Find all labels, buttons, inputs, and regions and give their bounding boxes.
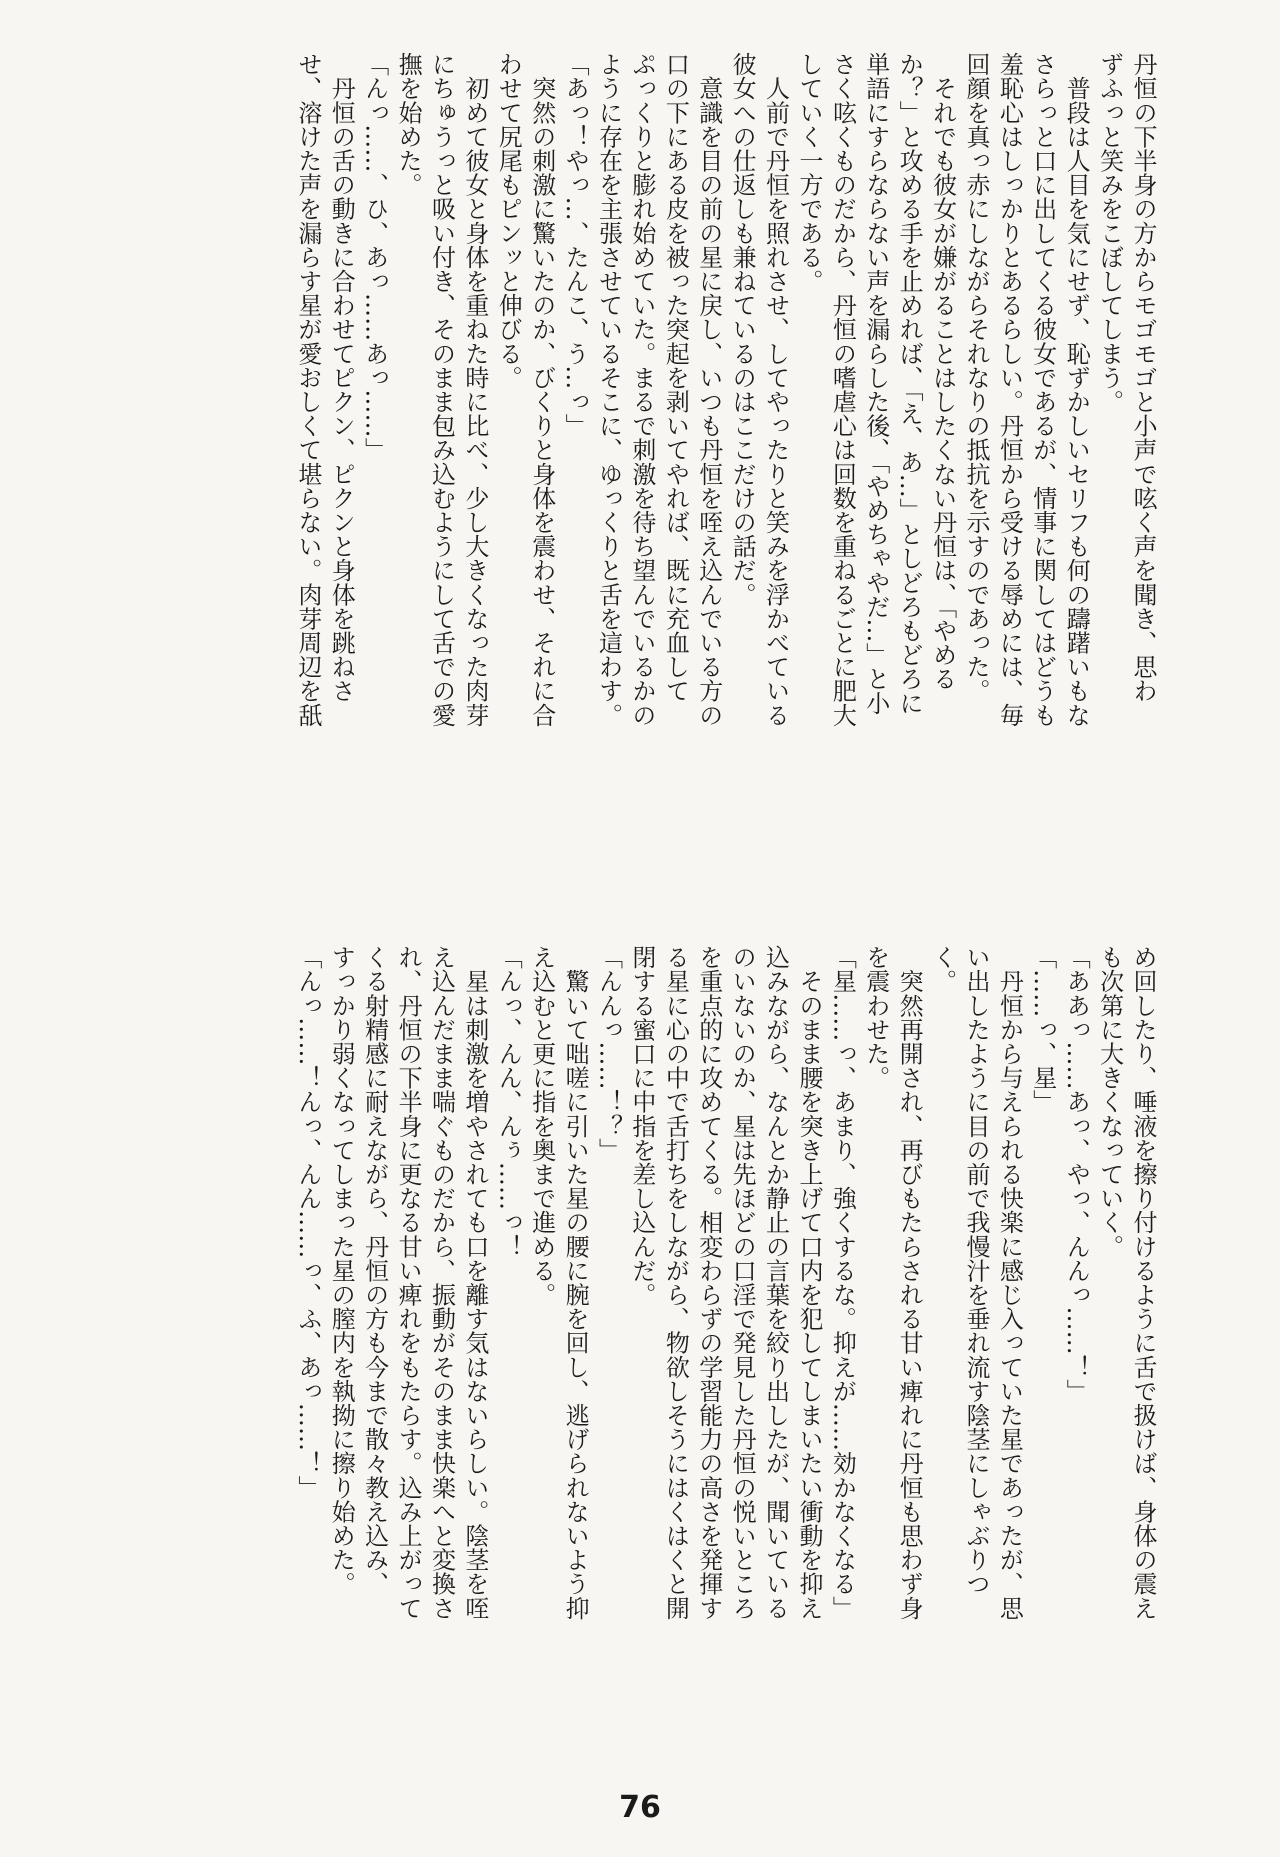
text-line: ずふっと笑みをこぼしてしまう。	[1095, 52, 1124, 414]
text-line: 「……っ、星」	[1028, 945, 1057, 1114]
text-line: を重点的に攻めてくる。相変わらずの学習能力の高さを発揮す	[694, 945, 723, 1620]
text-line: 驚いて咄嗟に引いた星の腰に腕を回し、逃げられないよう抑	[561, 945, 590, 1620]
text-line: のいないのか、星は先ほどの口淫で発見した丹恒の悦いところ	[728, 945, 757, 1620]
text-line: わせて尻尾もピンッと伸びる。	[494, 52, 523, 390]
text-line: れ、丹恒の下半身に更なる甘い痺れをもたらす。込み上がって	[394, 945, 423, 1620]
text-line: 単語にすらならない声を漏らした後、「やめちゃやだ…」と小	[861, 52, 890, 715]
text-line: 「星……っ、あまり、強くするな。抑えが……効かなくなる」	[828, 945, 857, 1620]
text-line: え込んだまま喘ぐものだから、振動がそのまま快楽へと変換さ	[427, 945, 456, 1620]
text-line: 意識を目の前の星に戻し、いつも丹恒を咥え込んでいる方の	[694, 52, 723, 727]
text-line: さらっと口に出してくる彼女であるが、情事に関してはどうも	[1028, 52, 1057, 727]
text-line: せ、溶けた声を漏らす星が愛おしくて堪らない。肉芽周辺を舐	[293, 52, 322, 727]
text-line: め回したり、唾液を擦り付けるように舌で扱けば、身体の震え	[1129, 945, 1157, 1620]
text-line: 「んっ……、ひ、あっ……あっ……」	[360, 52, 389, 462]
text-block-top	[79, 52, 1159, 852]
text-line: 彼女への仕返しも兼ねているのはここだけの話だ。	[728, 52, 757, 607]
text-line: していく一方である。	[794, 52, 823, 293]
text-line: すっかり弱くなってしまった星の膣内を執拗に擦り始めた。	[327, 945, 356, 1596]
text-line: 丹恒の舌の動きに合わせてピクン、ピクンと身体を跳ねさ	[327, 52, 356, 703]
text-line: い出したように目の前で我慢汁を垂れ流す陰茎にしゃぶりつ	[961, 945, 990, 1596]
text-line: 丹恒から与えられる快楽に感じ入っていた星であったが、思	[995, 945, 1024, 1620]
text-line: 突然の刺激に驚いたのか、びくりと身体を震わせ、それに合	[527, 52, 556, 727]
text-line: そのまま腰を突き上げて口内を犯してしまいたい衝動を抑え	[794, 945, 823, 1620]
text-line: 「んっ……！んっ、んん……っ、ふ、あっ……！」	[293, 945, 322, 1500]
text-line: る星に心の中で舌打ちをしながら、物欲しそうにはくはくと開	[661, 945, 690, 1620]
text-line: 普段は人目を気にせず、恥ずかしいセリフも何の躊躇いもな	[1062, 52, 1091, 727]
text-line: 突然再開され、再びもたらされる甘い痺れに丹恒も思わず身	[895, 945, 924, 1620]
text-line: か？」と攻める手を止めれば、「え、あ…」としどろもどろに	[895, 52, 924, 715]
text-line: さく呟くものだから、丹恒の嗜虐心は回数を重ねるごとに肥大	[828, 52, 857, 727]
text-line: 丹恒の下半身の方からモゴモゴと小声で呟く声を聞き、思わ	[1129, 52, 1157, 703]
text-line: 羞恥心はしっかりとあるらしい。丹恒から受ける辱めには、毎	[995, 52, 1024, 727]
text-line: 「あっ！やっ…、たんこ、う…っ」	[561, 52, 590, 438]
text-line: 「んっ、んん、んぅ……っ！	[494, 945, 523, 1259]
text-line: ように存在を主張させているそこに、ゆっくりと舌を這わす。	[594, 52, 623, 727]
text-line: 回顔を真っ赤にしながらそれなりの抵抗を示すのであった。	[961, 52, 990, 703]
text-line: それでも彼女が嫌がることはしたくない丹恒は、「やめる	[928, 52, 957, 691]
text-line: くる射精感に耐えながら、丹恒の方も今まで散々教え込み、	[360, 945, 389, 1596]
text-line: 「んんっ……！？」	[594, 945, 623, 1162]
text-line: 星は刺激を増やされても口を離す気はないらしい。陰茎を咥	[460, 945, 489, 1620]
text-line: ぷっくりと膨れ始めていた。まるで刺激を待ち望んでいるかの	[627, 52, 656, 727]
text-line: 「ああっ……あっ、やっ、んんっ……！」	[1062, 945, 1091, 1403]
text-line: 撫を始めた。	[394, 52, 423, 197]
text-line: を震わせた。	[861, 945, 890, 1090]
text-line: 込みながら、なんとか静止の言葉を絞り出したが、聞いている	[761, 945, 790, 1620]
text-line: にちゅうっと吸い付き、そのまま包み込むようにして舌での愛	[427, 52, 456, 727]
text-line: 初めて彼女と身体を重ねた時に比べ、少し大きくなった肉芽	[460, 52, 489, 727]
text-line: も次第に大きくなっていく。	[1095, 945, 1124, 1259]
text-line: え込むと更に指を奥まで進める。	[527, 945, 556, 1307]
text-block-bottom	[79, 945, 1159, 1745]
text-line: く。	[928, 945, 957, 994]
text-line: 口の下にある皮を被った突起を剥いてやれば、既に充血して	[661, 52, 690, 703]
page-number: 76	[619, 1790, 661, 1825]
text-line: 閉する蜜口に中指を差し込んだ。	[627, 945, 656, 1307]
text-line: 人前で丹恒を照れさせ、してやったりと笑みを浮かべている	[761, 52, 790, 727]
